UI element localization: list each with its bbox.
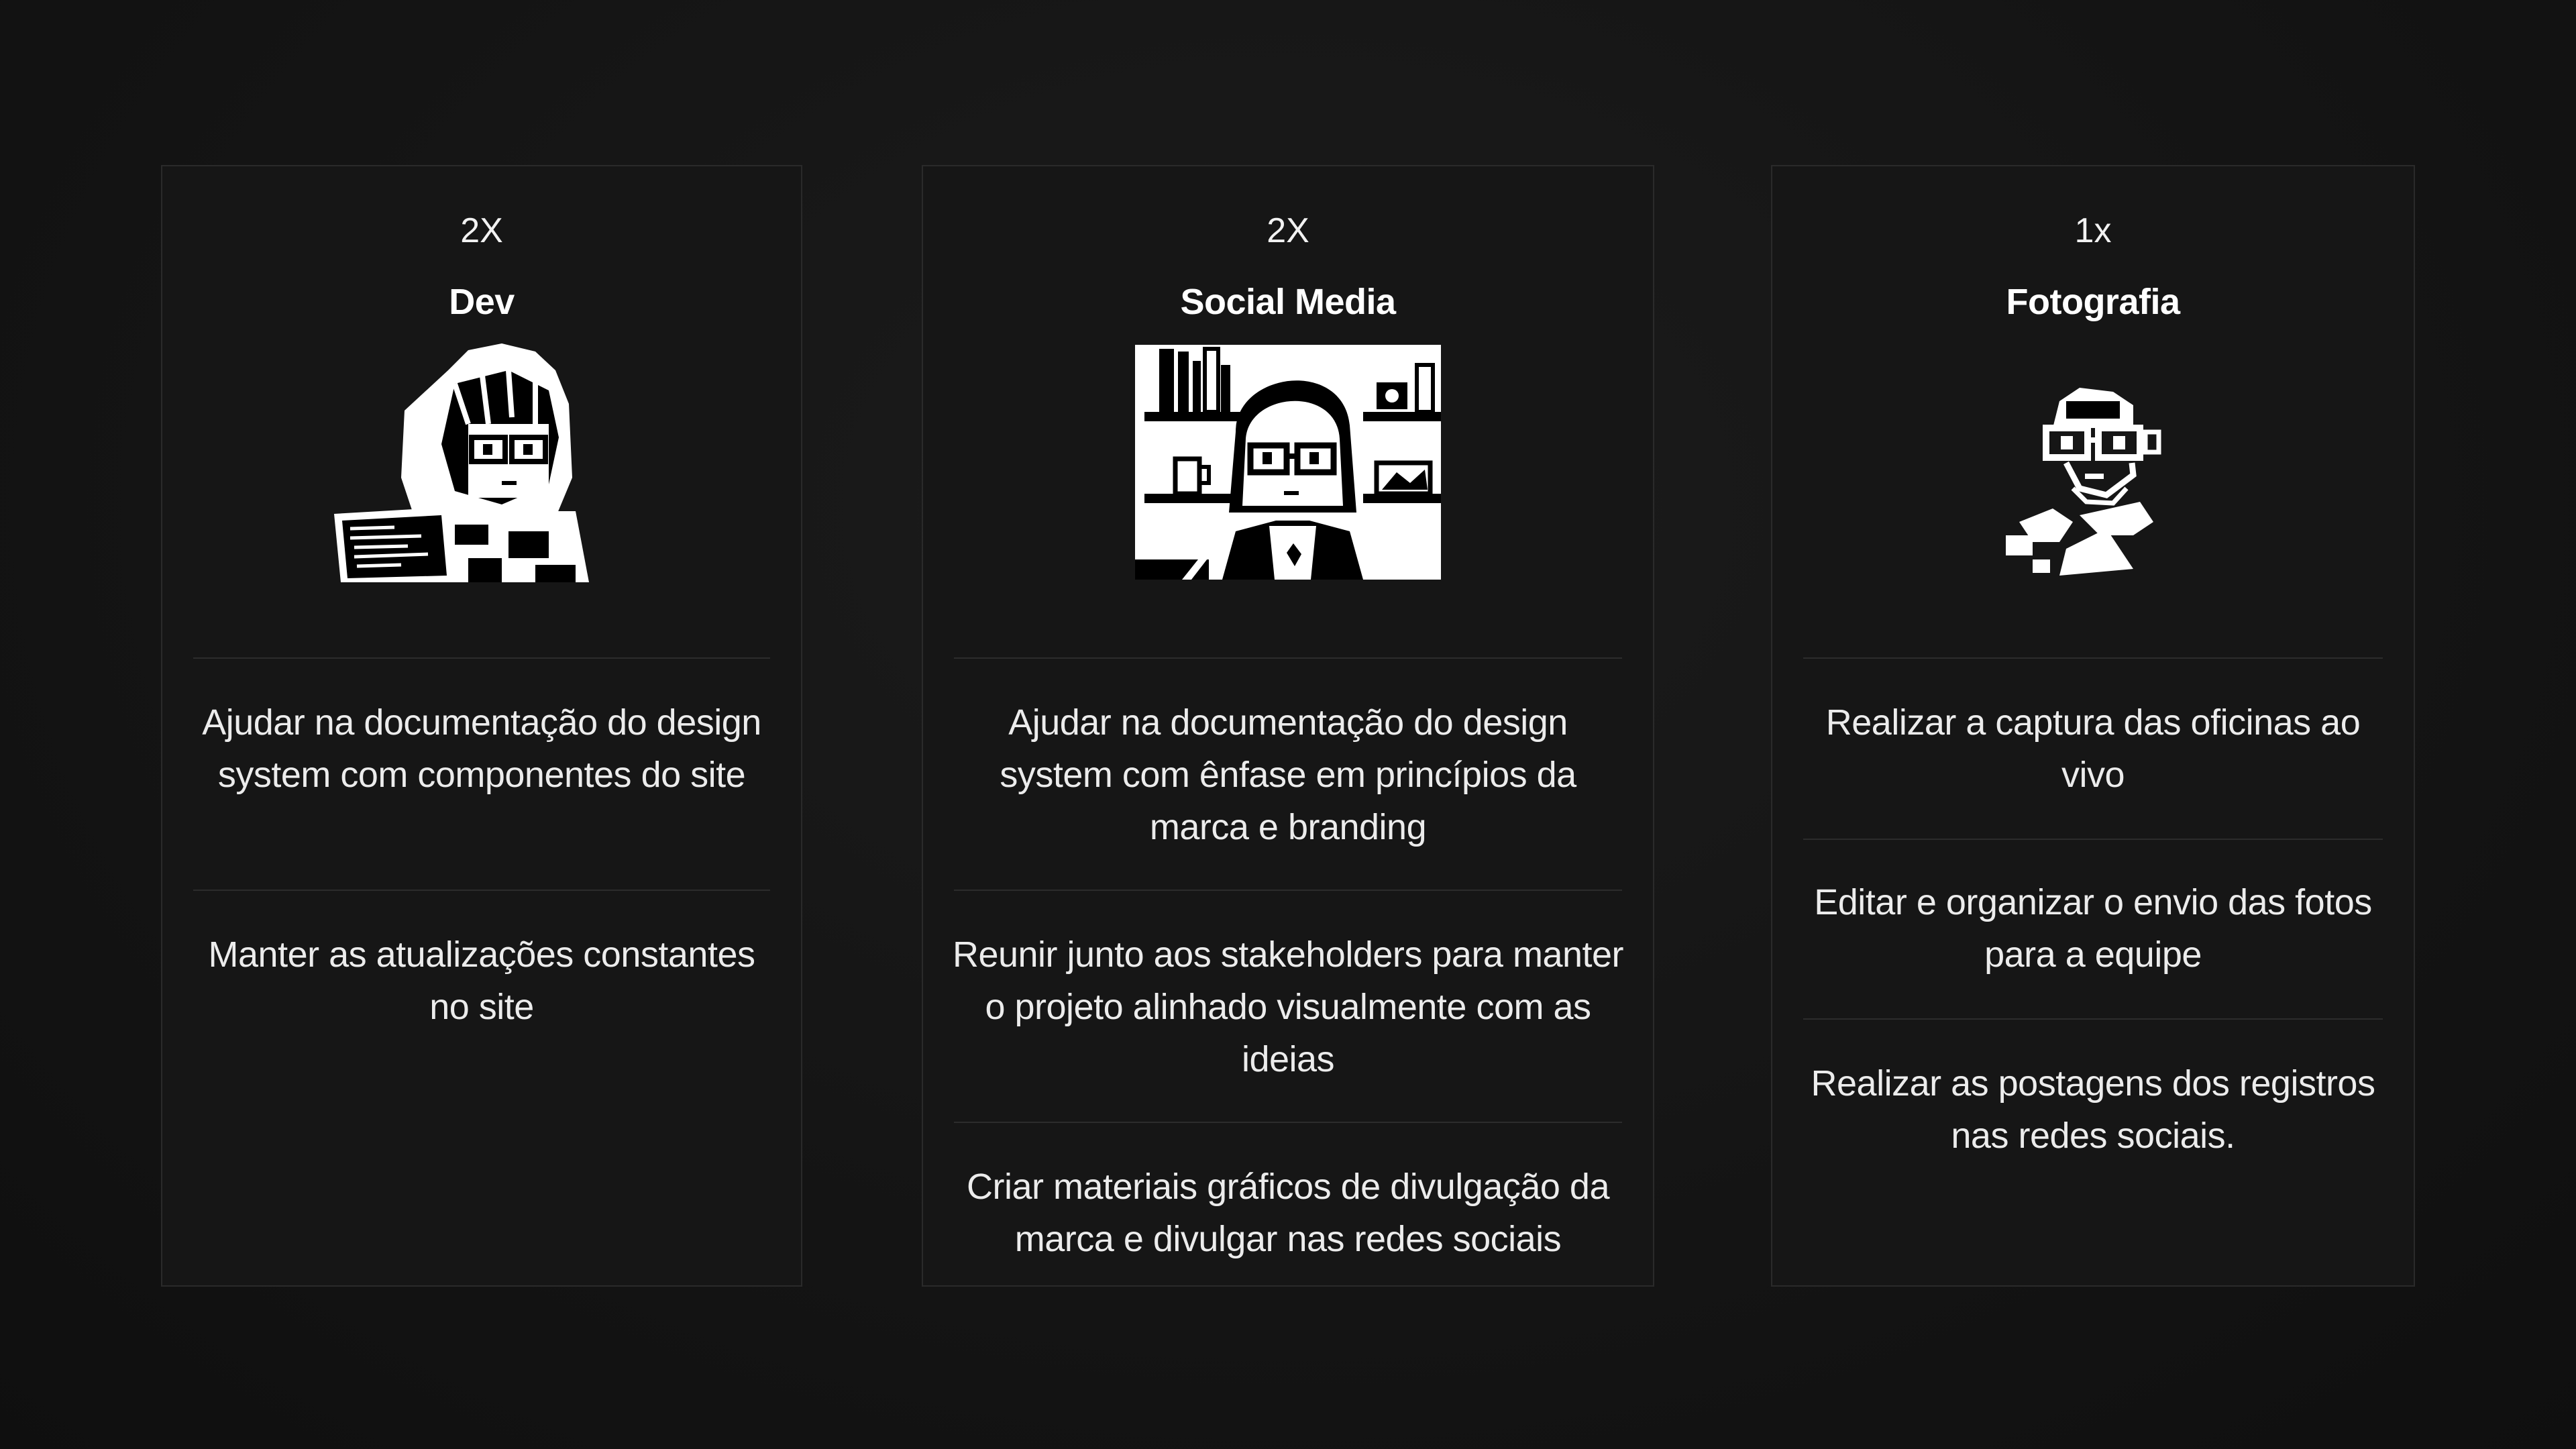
divider [954, 657, 1622, 659]
role-multiplier: 1x [2074, 211, 2112, 250]
task-item: Realizar a captura das oficinas ao vivo [1825, 702, 2361, 795]
task-item: Criar materiais gráficos de divulgação da marca e divulgar nas redes sociais [967, 1167, 1609, 1259]
role-card-dev [161, 165, 802, 1287]
social-media-pixel-avatar-icon [1135, 345, 1441, 583]
role-title: Fotografia [2006, 282, 2180, 322]
task-item: Realizar as postagens dos registros nas redes sociais. [1811, 1063, 2375, 1156]
role-multiplier: 2X [1267, 211, 1309, 250]
role-title: Dev [449, 282, 515, 322]
role-card-fotografia [1771, 165, 2415, 1287]
task-item: Reunir junto aos stakeholders para manter o projeto alinhado visualmente com as ideias [952, 934, 1624, 1079]
task-item: Editar e organizar o envio das fotos para a equipe [1814, 882, 2372, 975]
task-item: Manter as atualizações constantes no site [208, 934, 755, 1027]
divider [1803, 1018, 2383, 1020]
role-multiplier: 2X [460, 211, 503, 250]
photographer-pixel-avatar-icon [1999, 388, 2187, 579]
role-card-social-media [922, 165, 1654, 1287]
divider [193, 890, 770, 891]
divider [193, 657, 770, 659]
role-title: Social Media [1180, 282, 1396, 322]
task-item: Ajudar na documentação do design system com ênfase em princípios da marca e branding [1000, 702, 1576, 847]
divider [1803, 657, 2383, 659]
dev-pixel-avatar-icon [334, 343, 629, 586]
divider [954, 1122, 1622, 1123]
task-item: Ajudar na documentação do design system com componentes do site [202, 702, 761, 795]
divider [1803, 839, 2383, 840]
divider [954, 890, 1622, 891]
